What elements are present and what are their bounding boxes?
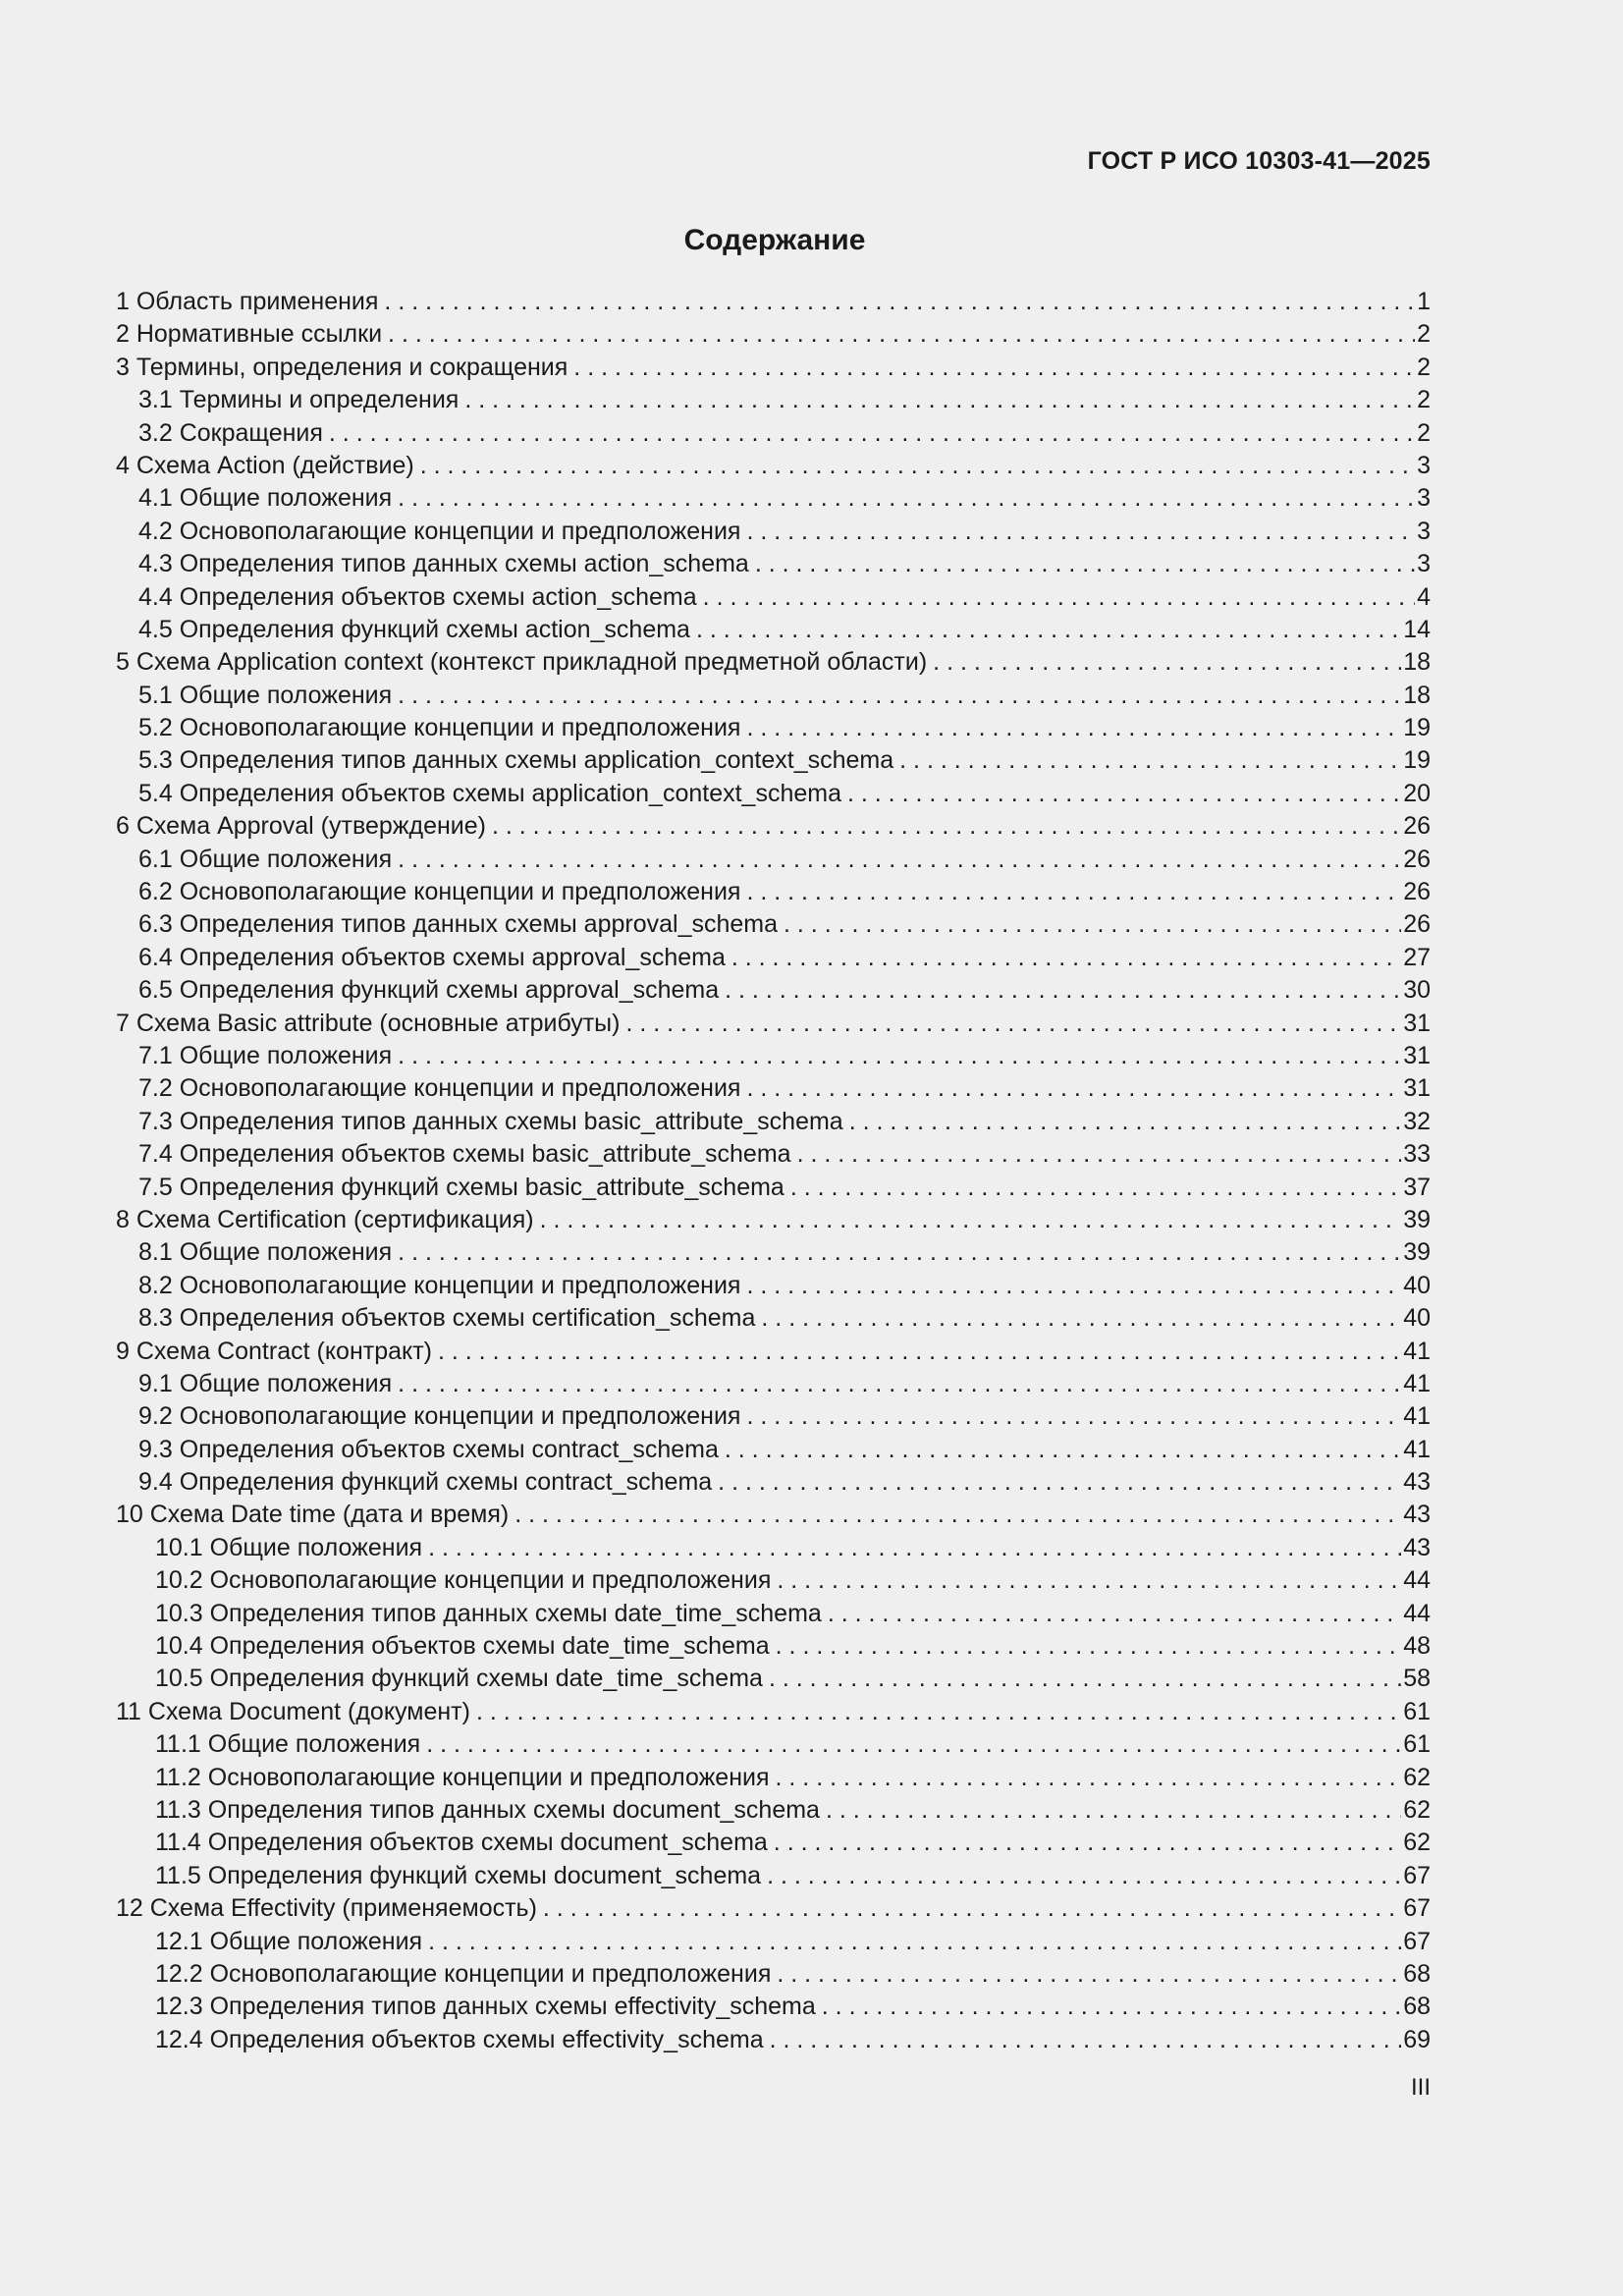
toc-entry-page: 69 [1403,2025,1431,2053]
toc-entry-page: 67 [1403,1861,1431,1889]
toc-entry[interactable] [116,1336,1431,1368]
toc-dot-leader [826,1794,1401,1827]
toc-entry-label: 12.1 Общие положения [155,1927,423,1955]
toc-entry-page: 44 [1403,1566,1431,1595]
toc-entry-page: 31 [1403,1009,1431,1037]
toc-dot-leader [790,1172,1401,1204]
toc-entry[interactable] [116,1532,1431,1564]
toc-dot-leader [492,810,1401,843]
toc-entry[interactable] [116,908,1431,941]
toc-entry[interactable] [116,680,1431,712]
toc-entry-page: 26 [1403,878,1431,906]
toc-dot-leader [476,1696,1401,1728]
toc-dot-leader [746,1072,1401,1105]
toc-dot-leader [849,1106,1401,1138]
toc-entry-page: 27 [1403,943,1431,971]
toc-entry-page: 19 [1403,714,1431,742]
toc-entry[interactable] [116,1827,1431,1859]
toc-dot-leader [420,450,1415,482]
toc-entry-page: 39 [1403,1205,1431,1233]
toc-entry-page: 3 [1417,550,1431,578]
toc-entry-label: 12.2 Основополагающие концепции и предположения [155,1959,772,1988]
toc-dot-leader [761,1302,1401,1335]
toc-entry[interactable] [116,548,1431,580]
toc-entry-label: 5.1 Общие положения [138,681,393,709]
toc-entry-label: 11.4 Определения объектов схемы document_schema [155,1829,768,1857]
toc-dot-leader [899,744,1401,777]
toc-dot-leader [398,1040,1401,1072]
toc-entry[interactable] [116,417,1431,450]
toc-entry-page: 3 [1417,451,1431,479]
toc-entry-page: 41 [1403,1402,1431,1431]
toc-entry[interactable] [116,286,1431,318]
toc-dot-leader [540,1204,1402,1236]
toc-entry-label: 8.2 Основополагающие концепции и предположения [138,1271,741,1299]
toc-entry[interactable] [116,384,1431,416]
toc-entry-page: 61 [1403,1697,1431,1725]
toc-entry-page: 48 [1403,1632,1431,1661]
toc-dot-leader [398,1368,1401,1400]
toc-entry-page: 62 [1403,1829,1431,1857]
toc-entry[interactable] [116,1762,1431,1794]
toc-dot-leader [426,1728,1401,1761]
toc-dot-leader [847,778,1401,810]
toc-entry-page: 62 [1403,1763,1431,1791]
toc-entry-page: 44 [1403,1599,1431,1627]
toc-entry[interactable] [116,1958,1431,1991]
toc-entry-page: 2 [1417,418,1431,447]
toc-entry-page: 20 [1403,779,1431,807]
toc-entry-page: 67 [1403,1894,1431,1923]
toc-entry-page: 3 [1417,484,1431,513]
toc-dot-leader [696,614,1401,646]
toc-entry-label: 1 Область применения [116,288,379,315]
toc-entry-label: 11.1 Общие положения [155,1730,421,1759]
toc-entry-label: 10.1 Общие положения [155,1533,423,1561]
toc-entry-label: 10.3 Определения типов данных схемы date_time_schema [155,1599,822,1627]
toc-entry-page: 2 [1417,320,1431,349]
toc-entry-label: 12.3 Определения типов данных схемы effectivity_schema [155,1993,816,2021]
toc-entry[interactable] [116,1564,1431,1597]
toc-entry-label: 11.5 Определения функций схемы document_schema [155,1861,762,1889]
toc-entry-label: 8.3 Определения объектов схемы certification_schema [138,1304,756,1333]
toc-entry[interactable] [116,1663,1431,1695]
toc-entry[interactable] [116,581,1431,614]
toc-dot-leader [625,1008,1401,1040]
toc-dot-leader [767,1860,1401,1892]
toc-entry-page: 26 [1403,910,1431,939]
toc-entry-page: 2 [1417,386,1431,414]
toc-entry-page: 40 [1403,1271,1431,1299]
toc-entry-page: 31 [1403,1074,1431,1103]
toc-entry-label: 3.2 Сокращения [138,418,323,447]
toc-entry-label: 6.2 Основополагающие концепции и предположения [138,878,741,906]
toc-entry[interactable] [116,876,1431,908]
toc-entry[interactable] [116,1794,1431,1827]
toc-entry-page: 41 [1403,1337,1431,1365]
toc-entry-label: 4 Схема Action (действие) [116,451,414,479]
toc-entry-page: 31 [1403,1041,1431,1069]
table-of-contents [116,286,1431,2056]
toc-entry-page: 26 [1403,812,1431,841]
toc-entry-label: 6.4 Определения объектов схемы approval_schema [138,943,726,971]
toc-entry-page: 58 [1403,1665,1431,1693]
toc-dot-leader [777,1958,1401,1991]
toc-entry-label: 4.3 Определения типов данных схемы action_schema [138,550,749,578]
toc-entry[interactable] [116,1991,1431,2023]
toc-entry-label: 3 Термины, определения и сокращения [116,353,568,381]
toc-entry-label: 9.1 Общие положения [138,1369,393,1397]
toc-dot-leader [797,1138,1402,1171]
toc-entry[interactable] [116,1138,1431,1171]
toc-dot-leader [725,974,1401,1007]
toc-entry[interactable] [116,1008,1431,1040]
toc-title: Содержание [683,224,866,256]
toc-entry-label: 8.1 Общие положения [138,1238,393,1267]
toc-entry-label: 11 Схема Document (документ) [116,1697,470,1725]
toc-entry[interactable] [116,1466,1431,1499]
toc-entry-label: 4.1 Общие положения [138,484,393,513]
toc-dot-leader [428,1926,1401,1958]
toc-entry[interactable] [116,1236,1431,1269]
toc-dot-leader [464,384,1415,416]
toc-entry[interactable] [116,1072,1431,1105]
toc-entry-page: 18 [1403,681,1431,709]
toc-entry-label: 4.4 Определения объектов схемы action_schema [138,582,697,611]
toc-entry[interactable] [116,1499,1431,1531]
toc-entry[interactable] [116,1728,1431,1761]
toc-entry-page: 33 [1403,1140,1431,1169]
toc-entry-page: 1 [1417,288,1431,315]
toc-dot-leader [725,1434,1401,1466]
toc-entry-page: 40 [1403,1304,1431,1333]
toc-entry-page: 18 [1403,648,1431,677]
toc-entry-page: 68 [1403,1993,1431,2021]
toc-entry-label: 7.5 Определения функций схемы basic_attribute_schema [138,1173,784,1201]
toc-entry-page: 61 [1403,1730,1431,1759]
toc-entry-page: 19 [1403,746,1431,775]
toc-entry-page: 43 [1403,1468,1431,1497]
toc-entry[interactable] [116,1696,1431,1728]
toc-entry-label: 9.3 Определения объектов схемы contract_schema [138,1435,719,1463]
toc-entry[interactable] [116,974,1431,1007]
toc-entry-page: 41 [1403,1369,1431,1397]
toc-entry-label: 10.4 Определения объектов схемы date_time_schema [155,1632,770,1661]
toc-entry-label: 8 Схема Certification (сертификация) [116,1205,534,1233]
toc-entry-label: 6.1 Общие положения [138,845,393,873]
toc-entry[interactable] [116,1892,1431,1925]
toc-entry-label: 6 Схема Approval (утверждение) [116,812,486,841]
toc-entry-page: 37 [1403,1173,1431,1201]
toc-entry[interactable] [116,318,1431,351]
toc-dot-leader [543,1892,1401,1925]
toc-entry[interactable] [116,1172,1431,1204]
toc-entry-label: 6.3 Определения типов данных схемы approval_schema [138,910,779,939]
toc-entry-label: 2 Нормативные ссылки [116,320,383,349]
toc-entry[interactable] [116,1270,1431,1302]
toc-entry[interactable] [116,352,1431,384]
toc-entry-label: 6.5 Определения функций схемы approval_schema [138,976,720,1005]
toc-dot-leader [718,1466,1401,1499]
toc-entry[interactable] [116,844,1431,876]
toc-dot-leader [731,942,1401,974]
toc-entry-label: 9 Схема Contract (контракт) [116,1337,432,1365]
toc-dot-leader [776,1762,1402,1794]
toc-entry-page: 62 [1403,1795,1431,1824]
toc-entry[interactable] [116,482,1431,515]
toc-entry[interactable] [116,516,1431,548]
toc-dot-leader [428,1532,1401,1564]
toc-entry[interactable] [116,450,1431,482]
toc-entry[interactable] [116,810,1431,843]
toc-dot-leader [746,1270,1401,1302]
toc-entry-label: 9.4 Определения функций схемы contract_schema [138,1468,713,1497]
toc-entry-label: 5 Схема Application context (контекст прикладной предметной области) [116,648,928,677]
document-code: ГОСТ Р ИСО 10303-41—2025 [1087,147,1431,175]
toc-dot-leader [573,352,1415,384]
toc-dot-leader [755,548,1415,580]
toc-entry-page: 67 [1403,1927,1431,1955]
toc-dot-leader [329,417,1415,450]
toc-entry-page: 39 [1403,1238,1431,1267]
toc-dot-leader [746,876,1401,908]
toc-entry[interactable] [116,1434,1431,1466]
toc-dot-leader [774,1827,1401,1859]
toc-entry-page: 41 [1403,1435,1431,1463]
toc-entry-label: 7.2 Основополагающие концепции и предположения [138,1074,741,1103]
toc-dot-leader [398,482,1415,515]
toc-entry[interactable] [116,778,1431,810]
toc-entry[interactable] [116,2024,1431,2056]
toc-entry[interactable] [116,1598,1431,1630]
toc-entry-label: 7.1 Общие положения [138,1041,393,1069]
toc-dot-leader [388,318,1415,351]
toc-entry-page: 68 [1403,1959,1431,1988]
toc-dot-leader [398,1236,1401,1269]
toc-entry-label: 10 Схема Date time (дата и время) [116,1501,510,1529]
toc-entry[interactable] [116,1368,1431,1400]
toc-entry[interactable] [116,1860,1431,1892]
toc-entry-label: 7.3 Определения типов данных схемы basic_attribute_schema [138,1107,843,1135]
toc-entry-page: 14 [1403,615,1431,643]
toc-dot-leader [784,908,1401,941]
toc-entry-label: 7 Схема Basic attribute (основные атрибуты) [116,1009,621,1037]
toc-entry-page: 43 [1403,1501,1431,1529]
page-number: III [1410,2074,1431,2101]
toc-dot-leader [514,1499,1401,1531]
toc-entry[interactable] [116,1400,1431,1433]
toc-entry-label: 12 Схема Effectivity (применяемость) [116,1894,537,1923]
toc-entry-label: 10.2 Основополагающие концепции и предположения [155,1566,772,1595]
toc-entry-page: 43 [1403,1533,1431,1561]
toc-entry-label: 3.1 Термины и определения [138,386,460,414]
toc-entry-label: 5.2 Основополагающие концепции и предположения [138,714,741,742]
toc-dot-leader [933,646,1401,679]
toc-entry[interactable] [116,1926,1431,1958]
toc-entry-label: 7.4 Определения объектов схемы basic_attribute_schema [138,1140,791,1169]
toc-entry[interactable] [116,942,1431,974]
toc-dot-leader [746,1400,1401,1433]
toc-entry-label: 4.2 Основополагающие концепции и предположения [138,517,741,545]
toc-entry[interactable] [116,614,1431,646]
toc-dot-leader [769,1663,1401,1695]
toc-entry[interactable] [116,744,1431,777]
toc-entry-label: 4.5 Определения функций схемы action_schema [138,615,690,643]
toc-dot-leader [777,1564,1401,1597]
toc-entry[interactable] [116,712,1431,744]
toc-entry[interactable] [116,1106,1431,1138]
toc-entry-label: 10.5 Определения функций схемы date_time_schema [155,1665,763,1693]
toc-dot-leader [822,1991,1401,2023]
toc-dot-leader [398,680,1401,712]
toc-entry-page: 30 [1403,976,1431,1005]
toc-dot-leader [746,712,1401,744]
toc-dot-leader [746,516,1415,548]
toc-entry[interactable] [116,1040,1431,1072]
toc-dot-leader [770,2024,1402,2056]
toc-entry[interactable] [116,646,1431,679]
toc-entry-page: 26 [1403,845,1431,873]
toc-entry-page: 2 [1417,353,1431,381]
toc-entry-page: 32 [1403,1107,1431,1135]
toc-entry-label: 11.2 Основополагающие концепции и предположения [155,1763,770,1791]
toc-dot-leader [828,1598,1401,1630]
toc-entry-label: 11.3 Определения типов данных схемы document_schema [155,1795,820,1824]
toc-entry-page: 4 [1417,582,1431,611]
toc-entry[interactable] [116,1630,1431,1663]
toc-entry-label: 5.3 Определения типов данных схемы application_context_schema [138,746,894,775]
toc-dot-leader [384,286,1415,318]
toc-entry-page: 3 [1417,517,1431,545]
toc-entry-label: 9.2 Основополагающие концепции и предположения [138,1402,741,1431]
toc-entry[interactable] [116,1204,1431,1236]
toc-dot-leader [398,844,1401,876]
toc-entry-label: 12.4 Определения объектов схемы effectivity_schema [155,2025,764,2053]
toc-entry[interactable] [116,1302,1431,1335]
toc-dot-leader [703,581,1415,614]
toc-entry-label: 5.4 Определения объектов схемы application_context_schema [138,779,841,807]
toc-dot-leader [438,1336,1401,1368]
toc-dot-leader [776,1630,1402,1663]
